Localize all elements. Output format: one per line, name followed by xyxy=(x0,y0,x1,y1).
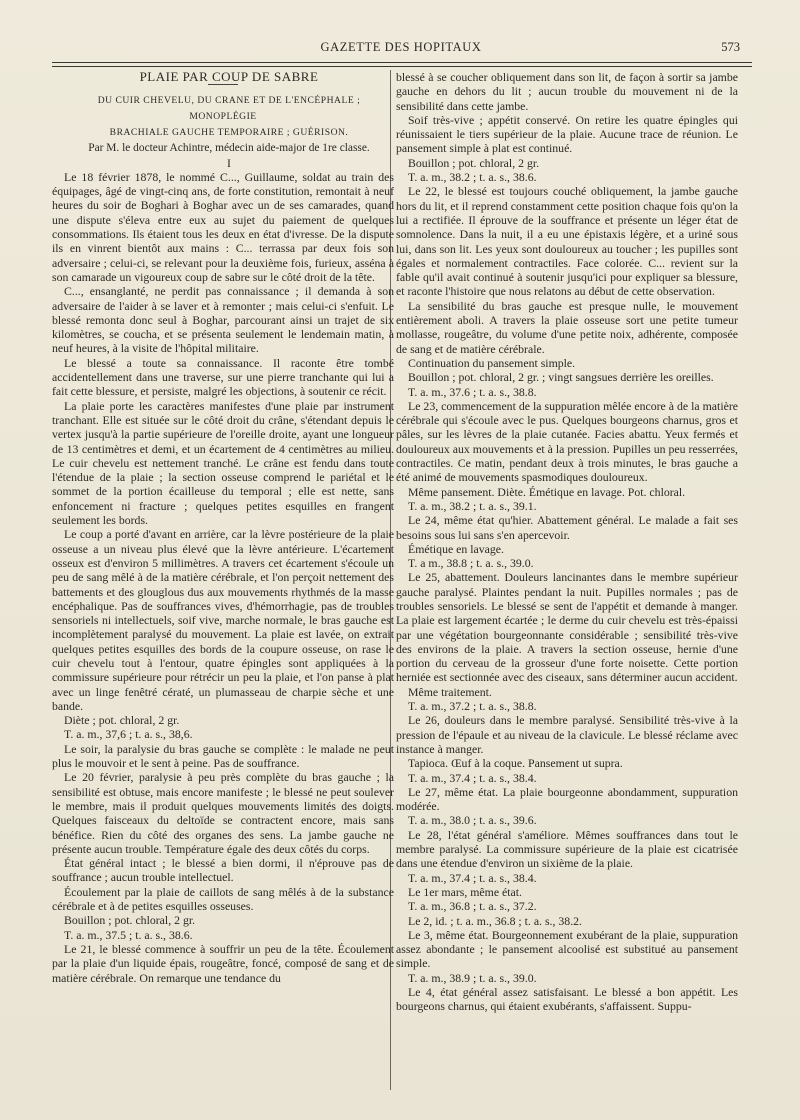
paragraph: T. a. m., 37.2 ; t. a. s., 38.8. xyxy=(408,699,537,714)
paragraph: Le 22, le blessé est toujours couché obliquement, la jambe gauche hors du lit, et il reprend constamment cette position chaque fois qu'on la lui a rectifiée. Il éprouve de la souffrance et présente un léger état de somnolence. Dans la nuit, il a eu une épistaxis légère, et a uriné sous lui, dans son lit. Les yeux sont douloureux au toucher ; les pupilles sont égales et normalement contractiles. Face colorée. C... revient sur la fable qu'il avait continué à soutenir jusqu'ici pour expliquer sa blessure, et raconte l'histoire que nous relatons au début de cette observation. xyxy=(396,184,738,299)
left-column-paragraphs xyxy=(52,170,394,985)
paragraph: Le 25, abattement. Douleurs lancinantes dans le membre supérieur gauche paralysé. Plaintes pendant la nuit. Pupilles normales ; pas de troubles sensoriels. Le blessé se sent de l'appétit et demande à manger. La plaie est largement écartée ; le derme du cuir chevelu est très-épaissi par une végétation bourgeonnante considérable ; sensibilité très-vive des environs de la plaie. A travers la section osseuse, hernie d'une portion du cerveau de la grosseur d'une forte noisette. Cette portion herniée est sectionnée avec des ciseaux, sans déterminer aucun accident. xyxy=(396,570,738,685)
paragraph: Le 24, même état qu'hier. Abattement général. Le malade a fait ses besoins sous lui sans s'en apercevoir. xyxy=(396,513,738,542)
paragraph: T. a. m., 37.6 ; t. a. s., 38.8. xyxy=(408,384,537,399)
paragraph: T. a. m., 38.9 ; t. a. s., 39.0. xyxy=(408,970,537,985)
article-subtitle-line-2: BRACHIALE GAUCHE TEMPORAIRE ; GUÉRISON. xyxy=(109,127,349,139)
header-double-rule xyxy=(52,62,752,67)
paragraph: Le 2, id. ; t. a. m., 36.8 ; t. a. s., 38.2. xyxy=(408,913,582,928)
right-column xyxy=(396,70,738,1014)
paragraph: Même pansement. Diète. Émétique en lavage. Pot. chloral. xyxy=(408,484,686,499)
paragraph: blessé à se coucher obliquement dans son lit, de façon à sortir sa jambe gauche en dehors du lit ; aucun trouble du mouvement ni de la sensibilité dans cette jambe. xyxy=(396,70,738,113)
paragraph: T. a. m., 36.8 ; t. a. s., 37.2. xyxy=(408,899,537,914)
paragraph: T. a. m., 37.4 ; t. a. s., 38.4. xyxy=(408,870,537,885)
article-byline: Par M. le docteur Achintre, médecin aide-major de 1re classe. xyxy=(88,142,370,155)
paragraph: T. a. m., 38.2 ; t. a. s., 38.6. xyxy=(408,170,537,185)
paragraph: Tapioca. Œuf à la coque. Pansement ut supra. xyxy=(408,756,623,771)
paragraph: Continuation du pansement simple. xyxy=(408,355,576,370)
paragraph: Bouillon ; pot. chloral, 2 gr. xyxy=(408,155,540,170)
paragraph: La plaie porte les caractères manifestes d'une plaie par instrument tranchant. Elle est située sur le côté droit du crâne, s'étendant depuis le vertex jusqu'à la partie supérieure de l'oreille droite, ayant une longueur de 13 centimètres et demi, et un écartement de 4 centimètres au milieu. Le cuir chevelu est nettement tranché. Le crâne est fendu dans toute l'étendue de la plaie ; la section osseuse comprend le pariétal et le sommet de la portion écailleuse du temporal ; elle est nette, sans enfoncement ni fracture ; quelques petites esquilles en frangent seulement les bords. xyxy=(52,398,394,528)
paragraph: Le 28, l'état général s'améliore. Mêmes souffrances dans tout le membre paralysé. La commissure supérieure de la plaie est cicatrisée dans une étendue d'environ un sixième de la plaie. xyxy=(396,827,738,871)
section-numeral: I xyxy=(227,155,231,170)
paragraph: Le 21, le blessé commence à souffrir un peu de la tête. Écoulement par la plaie d'un liquide épais, rougeâtre, foncé, composé de sang et de matière cérébrale. On remarque une tendance du xyxy=(52,941,394,985)
paragraph: T. a. m., 38.2 ; t. a. s., 39.1. xyxy=(408,498,537,513)
page-number: 573 xyxy=(721,40,740,54)
running-title: GAZETTE DES HOPITAUX xyxy=(320,40,482,54)
paragraph: Le 4, état général assez satisfaisant. Le blessé a bon appétit. Les bourgeons charnus, qui étaient exubérants, s'affaissent. Suppu- xyxy=(396,985,738,1014)
paragraph: Le soir, la paralysie du bras gauche se complète : le malade ne peut plus le mouvoir et le sent à peine. Pas de souffrance. xyxy=(52,741,394,771)
left-column xyxy=(52,70,394,985)
article-title: PLAIE PAR COUP DE SABRE xyxy=(139,69,319,84)
page-header xyxy=(50,30,752,58)
paragraph: Même traitement. xyxy=(408,684,492,699)
paragraph: Bouillon ; pot. chloral, 2 gr. ; vingt sangsues derrière les oreilles. xyxy=(408,370,714,385)
right-column-paragraphs xyxy=(396,70,738,1014)
paragraph: Écoulement par la plaie de caillots de sang mêlés à de la substance cérébrale et à de petites esquilles osseuses. xyxy=(52,884,394,914)
paragraph: Bouillon ; pot. chloral, 2 gr. xyxy=(64,913,196,928)
article-subtitle-line-1: DU CUIR CHEVELU, DU CRANE ET DE L'ENCÉPHALE ; MONOPLÉGIE xyxy=(97,95,361,123)
paragraph: Le blessé a toute sa connaissance. Il raconte être tombé accidentellement dans une traverse, sur une pierre tranchante qui lui a fait cette blessure, et persiste, malgré les objections, à soutenir ce récit. xyxy=(52,355,394,399)
paragraph: T. a m., 38.8 ; t. a. s., 39.0. xyxy=(408,556,534,571)
paragraph: C..., ensanglanté, ne perdit pas connaissance ; il demanda à son adversaire de l'aider à se laver et à remonter ; mais celui-ci s'enfuit. Le blessé remonta donc seul à Boghar, parcourant ainsi un trajet de six kilomètres, se coucha, et se présenta seulement le lendemain matin, à neuf heures, à la visite de l'hôpital militaire. xyxy=(52,284,394,356)
paragraph: Le 18 février 1878, le nommé C..., Guillaume, soldat au train des équipages, âgé de vingt-cinq ans, de forte constitution, remontait à neuf heures du soir de Boghari à Boghar avec un de ses camarades, quand une dispute s'éleva entre eux au sujet du paiement de quelques consommations. Ils étaient tous les deux en état d'ivresse. De la dispute ils en vinrent bientôt aux mains : C... terrassa par deux fois son adversaire ; celui-ci, se relevant pour la deuxième fois, furieux, asséna à son camarade un vigoureux coup de sabre sur le côté droit de la tête. xyxy=(52,169,394,284)
paragraph: Le 26, douleurs dans le membre paralysé. Sensibilité très-vive à la pression de l'épaule et au niveau de la clavicule. Le blessé réclame avec instance à manger. xyxy=(396,713,738,756)
paragraph: Le 20 février, paralysie à peu près complète du bras gauche ; la sensibilité est obtuse, mais encore manifeste ; le blessé ne peut soulever le membre, mais il produit quelques mouvements limités des doigts. Quelques faisceaux du deltoïde se contractent encore, mais sans bénéfice. Rien du côté des organes des sens. La jambe gauche ne présente aucun trouble. Température égale des deux côtés du corps. xyxy=(52,770,394,856)
paragraph: Le coup a porté d'avant en arrière, car la lèvre postérieure de la plaie osseuse a un niveau plus élevé que la lèvre antérieure. L'écartement osseux est d'environ 5 millimètres. A travers cet écartement s'écoule un peu de sang mêlé à de la matière cérébrale, et l'on perçoit nettement des battements et des glouglous dus aux mouvements rhythmés de la masse encéphalique. Pas de souffrances vives, d'hémorrhagie, pas de troubles sensoriels ni intellectuels, soif vive, marche normale, le bras gauche est incomplètement paralysé du mouvement. La plaie est lavée, on extrait quelques petites esquilles des bords de la coupure osseuse, on rase le cuir chevelu tout à l'entour, quatre épingles sont appliquées à la commissure supérieure pour rétrécir un peu la plaie, et l'on panse à plat avec un linge fenêtré cératé, un plumasseau de charpie sèche et une bande. xyxy=(52,527,394,713)
title-rule xyxy=(208,84,238,85)
paragraph: La sensibilité du bras gauche est presque nulle, le mouvement entièrement aboli. A travers la plaie osseuse sort une petite tumeur mollasse, rougeâtre, du volume d'une petite noix, adhérente, composée de sang et de matière cérébrale. xyxy=(396,298,738,356)
paragraph: Le 23, commencement de la suppuration mêlée encore à de la matière cérébrale qui s'écoule avec le pus. Quelques bourgeons charnus, gros et pâles, sur les lèvres de la plaie cutanée. Facies abattu. Yeux fermés et douloureux aux mouvements et à la pression. Pupilles un peu resserrées, contractiles. Ce matin, pendant deux à trois minutes, le bras gauche a été animé de mouvements spasmodiques douloureux. xyxy=(396,398,738,485)
paragraph: État général intact ; le blessé a bien dormi, il n'éprouve pas de souffrance ; aucun trouble intellectuel. xyxy=(52,856,394,885)
paragraph: Le 27, même état. La plaie bourgeonne abondamment, suppuration modérée. xyxy=(396,784,738,814)
paragraph: T. a. m., 37.5 ; t. a. s., 38.6. xyxy=(64,927,193,942)
paragraph: T. a. m., 37.4 ; t. a. s., 38.4. xyxy=(408,770,537,785)
paragraph: Le 3, même état. Bourgeonnement exubérant de la plaie, suppuration assez abondante ; le pansement alcoolisé est substitué au pansement simple. xyxy=(396,927,738,971)
paragraph: Soif très-vive ; appétit conservé. On retire les quatre épingles qui réunissaient le tiers supérieur de la plaie. Aucune trace de réunion. Le pansement simple à plat est continué. xyxy=(396,112,738,156)
paragraph: T. a. m., 38.0 ; t. a. s., 39.6. xyxy=(408,813,537,828)
paragraph: T. a. m., 37,6 ; t. a. s., 38,6. xyxy=(64,727,193,742)
paragraph: Le 1er mars, même état. xyxy=(408,884,522,899)
paragraph: Émétique en lavage. xyxy=(408,541,504,556)
paragraph: Diète ; pot. chloral, 2 gr. xyxy=(64,713,180,728)
